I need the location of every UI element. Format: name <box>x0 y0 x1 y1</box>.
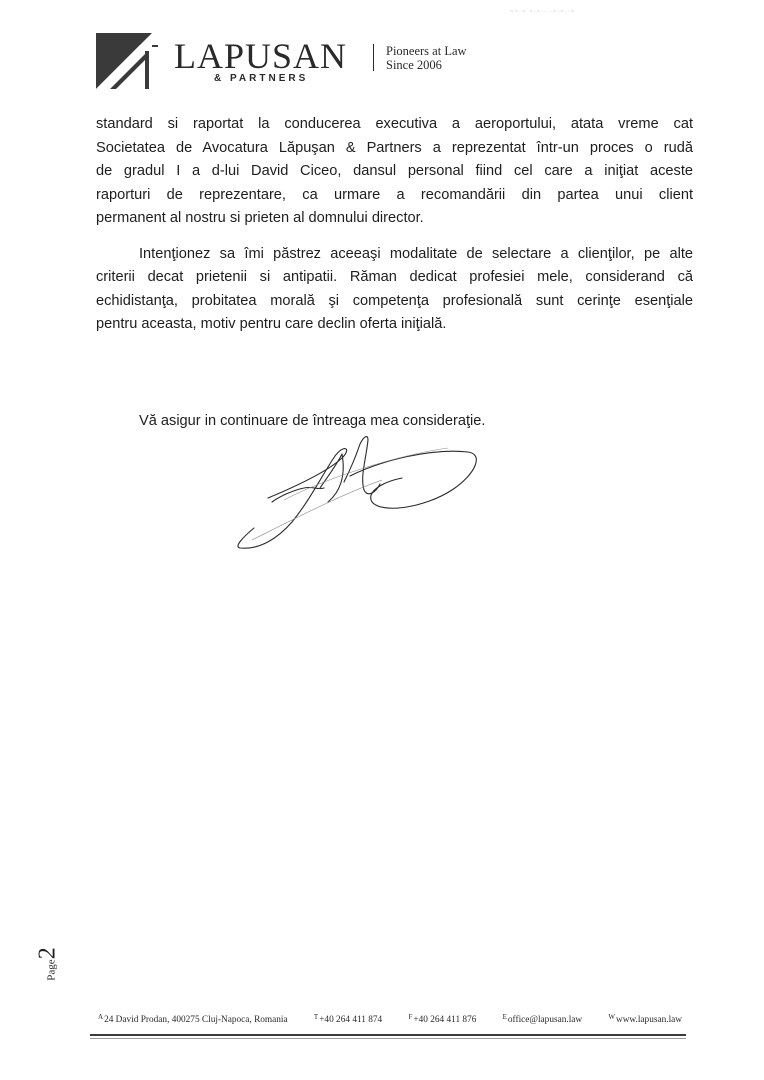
logo-mark-icon <box>96 33 158 89</box>
phone-text: +40 264 411 874 <box>319 1015 383 1025</box>
brand-name: LAPUSAN <box>174 36 348 76</box>
page-number <box>33 935 63 993</box>
footer-rule-secondary <box>90 1038 686 1039</box>
brand-subtitle: & PARTNERS <box>214 73 309 84</box>
address-label: A <box>98 1013 104 1021</box>
footer-web <box>608 1013 682 1025</box>
page-word: Page <box>45 959 58 981</box>
footer-phone <box>314 1013 382 1025</box>
phone-label: T <box>313 1013 319 1021</box>
email-text: office@lapusan.law <box>507 1015 583 1025</box>
paragraph-line: criterii decat prietenii si antipatii. Răman dedicat profesiei mele, considerand că <box>96 269 693 285</box>
fax-label: F <box>408 1013 413 1021</box>
letter-body <box>96 113 693 337</box>
web-label: W <box>608 1013 615 1021</box>
scan-mark: ~~·~ ~·~·· ·~·~··~ <box>510 9 576 15</box>
footer-email <box>503 1013 583 1025</box>
footer-address <box>98 1013 288 1025</box>
paragraph-line: permanent al nostru si prieten al domnului director. <box>96 210 424 226</box>
tagline-line-2: Since 2006 <box>386 58 442 72</box>
paragraph-line: Societatea de Avocatura Lăpuşan & Partners a reprezentat într-un proces o rudă <box>96 139 693 156</box>
paragraph-line: Intenţionez sa îmi păstrez aceeaşi modalitate de selectare a clienţilor, pe alte <box>139 245 693 262</box>
address-text: 24 David Prodan, 400275 Cluj-Napoca, Romania <box>104 1015 288 1025</box>
tagline-line-1: Pioneers at Law <box>386 44 467 58</box>
closing-line: Vă asigur in continuare de întreaga mea consideraţie. <box>139 413 486 429</box>
page-number-value: 2 <box>34 947 61 960</box>
signature-icon <box>232 430 482 555</box>
paragraph-line: raporturi de reprezentare, ca urmare a recomandării din partea unui client <box>96 186 693 203</box>
paragraph-1 <box>96 113 693 231</box>
paragraph-line: echidistanţa, probitatea morală şi competenţa profesională sunt cerinţe esenţiale <box>96 292 693 309</box>
paragraph-2 <box>96 243 693 337</box>
footer-fax <box>408 1013 476 1025</box>
paragraph-line: standard si raportat la conducerea executiva a aeroportului, atata vreme cat <box>96 116 693 132</box>
paragraph-line: pentru aceasta, motiv pentru care declin oferta iniţială. <box>96 316 447 332</box>
fax-text: +40 264 411 876 <box>413 1015 477 1025</box>
tagline <box>386 44 467 72</box>
footer-contact <box>98 1013 682 1025</box>
paragraph-line: de gradul I a d-lui David Ciceo, dansul personal fiind cel care a iniţiat aceste <box>96 163 693 179</box>
web-text: www.lapusan.law <box>615 1015 682 1025</box>
footer-rule <box>90 1034 686 1036</box>
email-label: E <box>502 1013 507 1021</box>
header-divider <box>373 44 374 71</box>
